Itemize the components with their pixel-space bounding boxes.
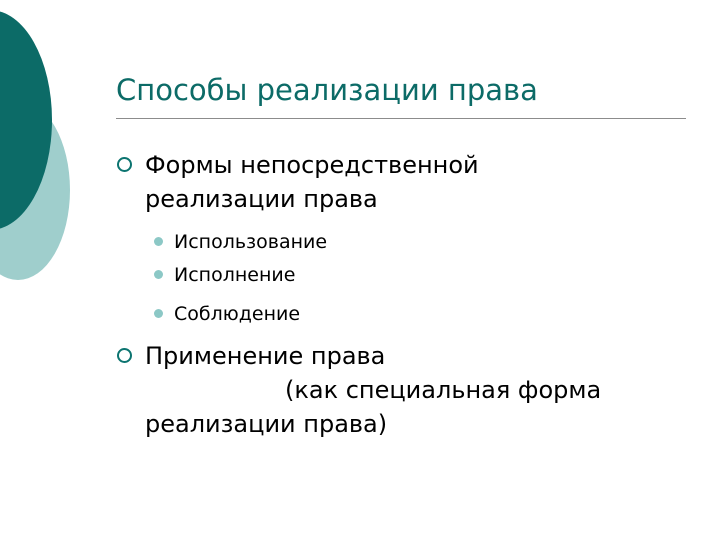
subitem-use	[174, 228, 327, 256]
bullet-text-line: реализации права)	[145, 410, 388, 438]
bullet-text-line: Формы непосредственной	[145, 151, 479, 179]
subitem-execution	[174, 261, 295, 289]
dot-bullet-icon	[154, 309, 163, 318]
subitem-label: Использование	[174, 231, 328, 253]
bullet-item-application	[145, 339, 690, 441]
subitem-observance	[174, 300, 300, 328]
bullet-text-line: реализации права	[145, 185, 378, 213]
ring-bullet-icon	[117, 348, 132, 363]
bullet-text-line: (как специальная форма	[285, 376, 602, 404]
bullet-text-line: Применение права	[145, 342, 386, 370]
bullet-item-direct-forms	[145, 148, 690, 216]
dot-bullet-icon	[154, 270, 163, 279]
ring-bullet-icon	[117, 157, 132, 172]
subitem-label: Соблюдение	[174, 303, 301, 325]
dot-bullet-icon	[154, 237, 163, 246]
subitem-label: Исполнение	[174, 264, 296, 286]
slide-title: Способы реализации права	[116, 73, 538, 107]
